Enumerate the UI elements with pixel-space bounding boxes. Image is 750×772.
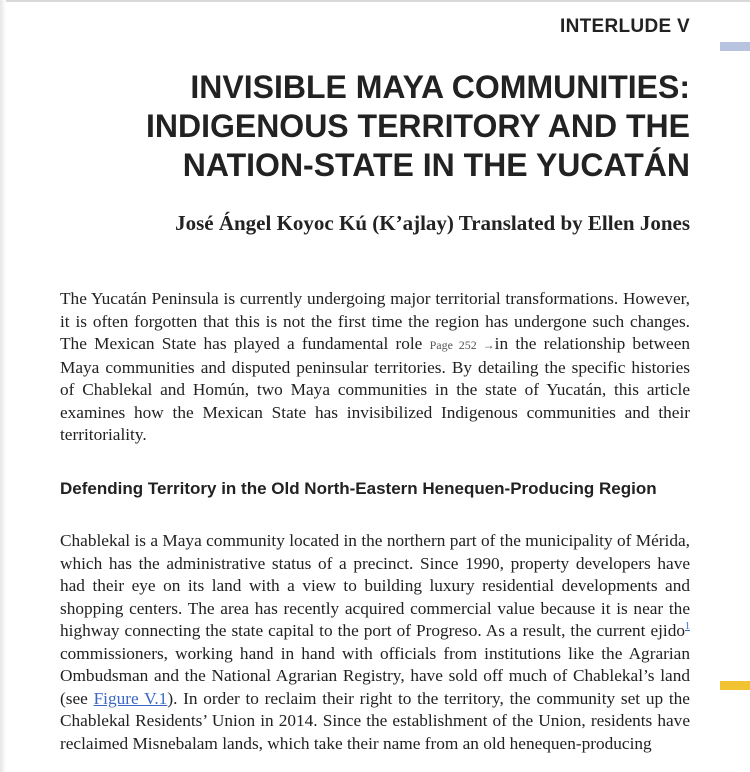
top-edge-divider — [0, 0, 750, 2]
page-side-marker-yellow — [720, 681, 750, 690]
chapter-title-line-2: INDIGENOUS TERRITORY AND THE — [145, 108, 690, 144]
paragraph-text-2: commissioners, working hand in hand with officials from institutions like the Agrarian Ombudsman and the National Agrarian Registry, have sold off much of Chablekal’s land (see — [60, 643, 690, 708]
abstract-paragraph — [60, 288, 690, 447]
section-heading: Defending Territory in the Old North-Eastern Henequen-Producing Region — [60, 479, 657, 498]
page-side-marker-blue — [720, 42, 750, 51]
figure-link[interactable]: Figure V.1 — [93, 688, 168, 708]
chapter-title — [60, 68, 690, 185]
paragraph-text-3: ). In order to reclaim their right to the territory, the community set up the Chablekal Residents’ Union in 2014. Since the establishment of the Union, residents have reclaimed Misnebalam lands, which take their name from an old henequen-producing — [60, 688, 690, 753]
left-page-shadow — [0, 0, 6, 772]
chapter-title-line-3: NATION-STATE IN THE YUCATÁN — [182, 147, 690, 183]
footnote-link[interactable]: 1 — [685, 621, 690, 633]
paragraph-text-1: Chablekal is a Maya community located in the northern part of the municipality of Mérida, which has the administrative status of a precinct. Since 1990, property developers have had their eye on its land with a view to building luxury residential developments and shopping centers. The area has recently acquired commercial value because it is near the highway connecting the state capital to the port of Progreso. As a result, the current ejido — [60, 531, 690, 640]
body-paragraph — [60, 530, 690, 755]
author-line: José Ángel Koyoc Kú (K’ajlay) Translated by Ellen Jones — [175, 211, 690, 235]
page-marker: Page 252 → — [429, 338, 495, 352]
interlude-label: INTERLUDE V — [560, 16, 690, 37]
abstract-text-1: The Yucatán Peninsula is currently undergoing major territorial transformations. However, it is often forgotten that this is not the first time the region has undergone such changes. The Mexican State has played a fundamental role — [60, 289, 690, 353]
abstract-text-2: in the relationship between Maya communities and disputed peninsular territories. By detailing the specific histories of Chablekal and Homún, two Maya communities in the state of Yucatán, this article examines how the Mexican State has invisibilized Indigenous communities and their territoriality. — [60, 334, 691, 444]
chapter-title-line-1: INVISIBLE MAYA COMMUNITIES: — [190, 69, 690, 105]
